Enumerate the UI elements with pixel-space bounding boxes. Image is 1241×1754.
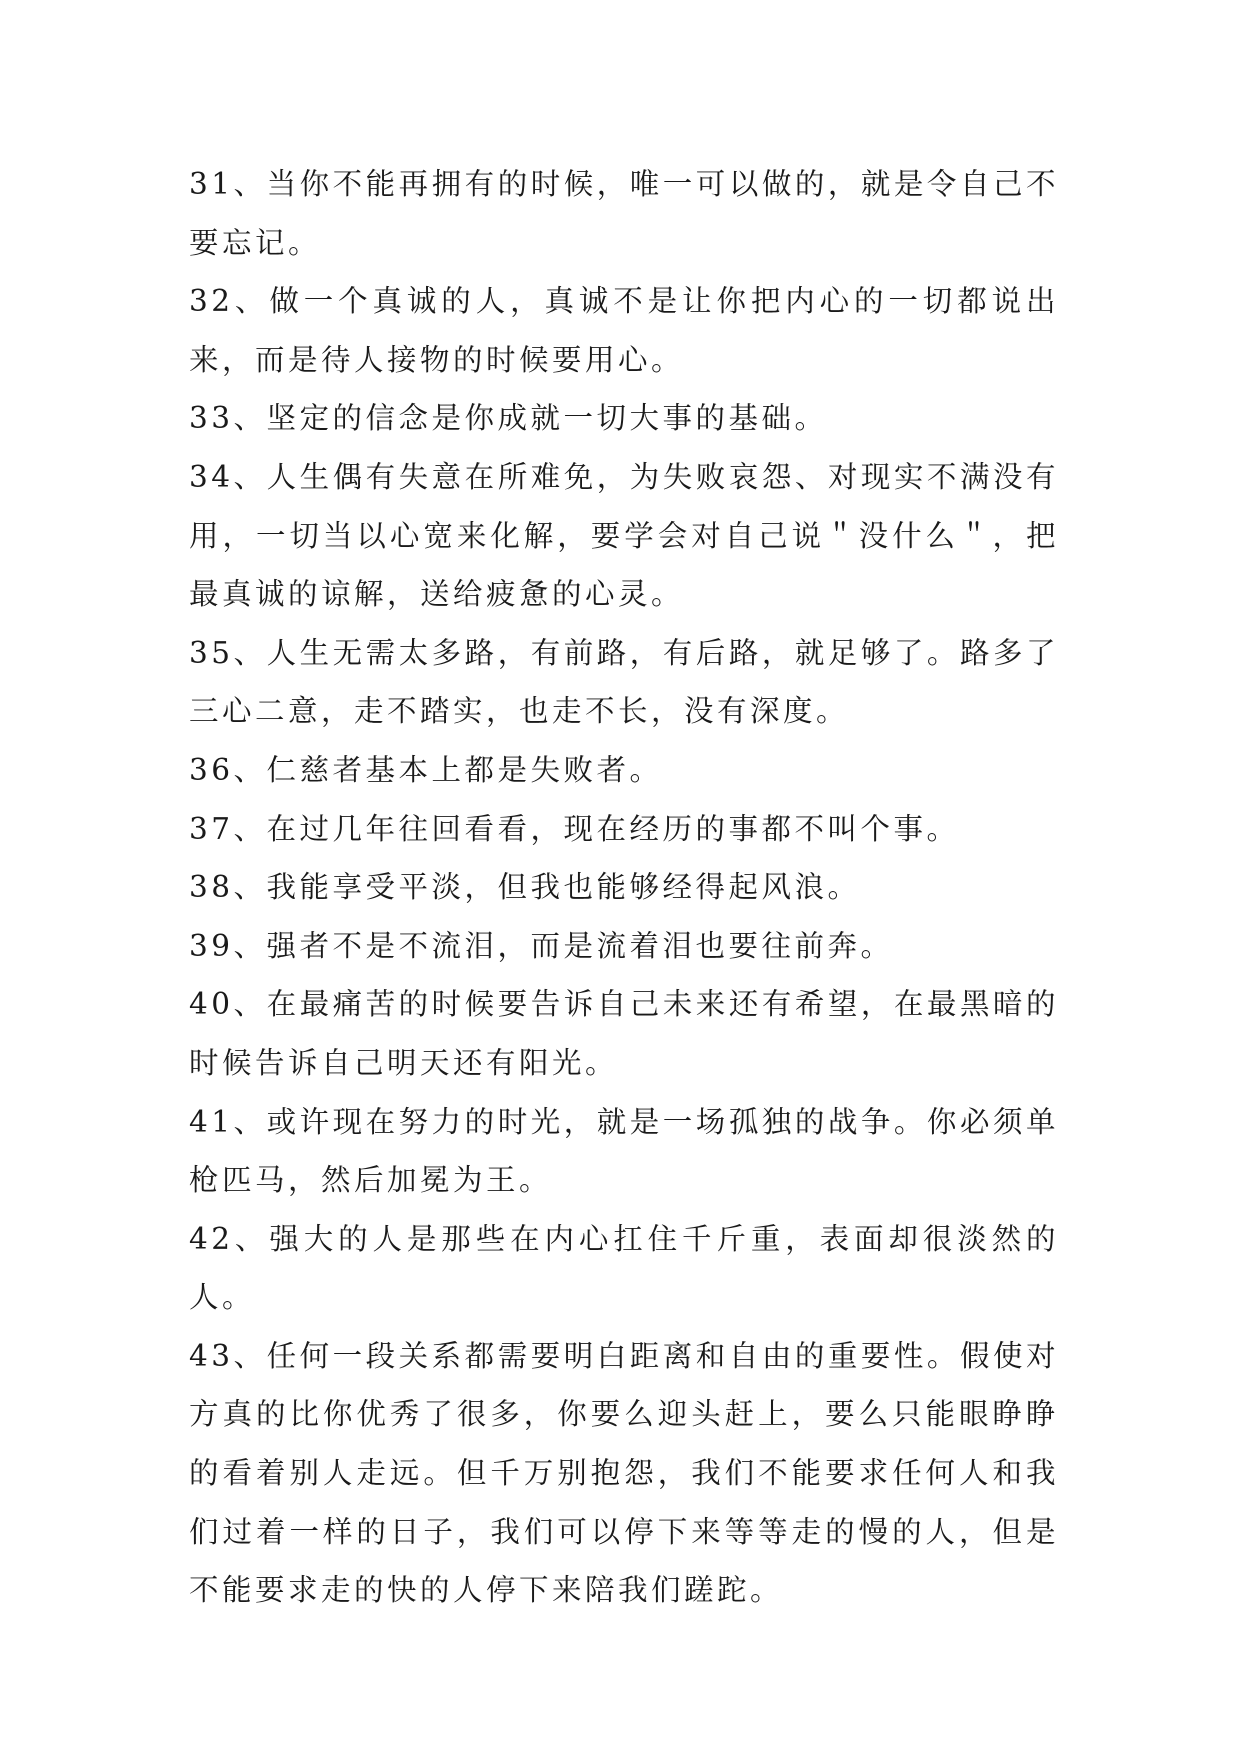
paragraph-36: 36、仁慈者基本上都是失败者。 bbox=[189, 752, 663, 787]
paragraph-37: 37、在过几年往回看看，现在经历的事都不叫个事。 bbox=[189, 811, 960, 846]
paragraph-42: 42、强大的人是那些在内心扛住千斤重，表面却很淡然的人。 bbox=[189, 1221, 1059, 1315]
paragraph-32: 32、做一个真诚的人，真诚不是让你把内心的一切都说出来，而是待人接物的时候要用心。 bbox=[189, 284, 1059, 377]
paragraph-34: 34、人生偶有失意在所难免，为失败哀怨、对现实不满没有用，一切当以心宽来化解，要学会对自己说＂没什么＂，把最真诚的谅解，送给疲惫的心灵。 bbox=[189, 459, 1059, 612]
document-body bbox=[189, 155, 1059, 1620]
paragraph-33: 33、坚定的信念是你成就一切大事的基础。 bbox=[189, 401, 828, 436]
paragraph-38: 38、我能享受平淡，但我也能够经得起风浪。 bbox=[189, 870, 861, 905]
paragraph-40: 40、在最痛苦的时候要告诉自己未来还有希望，在最黑暗的时候告诉自己明天还有阳光。 bbox=[189, 987, 1059, 1080]
paragraph-41: 41、或许现在努力的时光，就是一场孤独的战争。你必须单枪匹马，然后加冕为王。 bbox=[189, 1104, 1059, 1198]
paragraph-35: 35、人生无需太多路，有前路，有后路，就足够了。路多了三心二意，走不踏实，也走不长，没有深度。 bbox=[189, 635, 1059, 729]
paragraph-43: 43、任何一段关系都需要明白距离和自由的重要性。假使对方真的比你优秀了很多，你要么迎头赶上，要么只能眼睁睁的看着别人走远。但千万别抱怨，我们不能要求任何人和我们过着一样的日子，我们可以停下来等等走的慢的人，但是不能要求走的快的人停下来陪我们蹉跎。 bbox=[189, 1338, 1059, 1608]
paragraph-31: 31、当你不能再拥有的时候，唯一可以做的，就是令自己不要忘记。 bbox=[189, 167, 1059, 260]
paragraph-39: 39、强者不是不流泪，而是流着泪也要往前奔。 bbox=[189, 928, 894, 963]
